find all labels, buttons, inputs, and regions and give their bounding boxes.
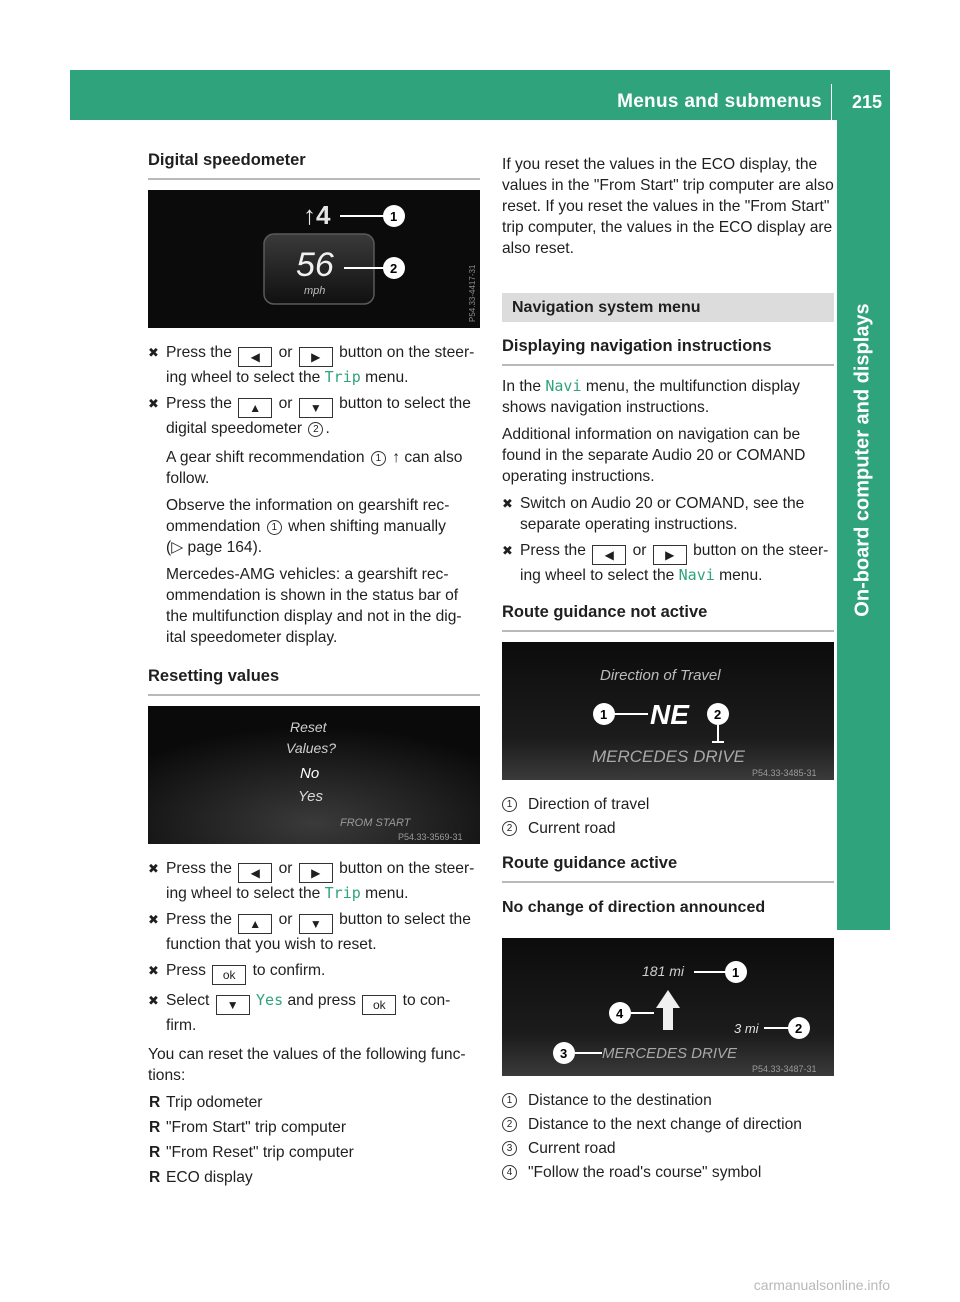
next-change-distance: 3 mi (734, 1021, 759, 1036)
header-title: Menus and submenus (617, 91, 822, 112)
figure-code: P54.33-3569-31 (398, 832, 463, 842)
triangle-right-icon: ▶ (653, 545, 687, 565)
triangle-left-icon: ◀ (238, 347, 272, 367)
triangle-right-icon: ▶ (299, 863, 333, 883)
menu-trip: Trip (324, 368, 361, 386)
section-heading-route-guidance-not-active: Route guidance not active (502, 602, 834, 632)
callout-2: 2 (795, 1021, 803, 1036)
gearshift-observe-note: Observe the information on gearshift rec-ommendation 1 when shifting manually (166, 497, 450, 535)
legend-route-active (502, 1090, 834, 1183)
list-item: R ECO display (149, 1169, 253, 1186)
x-bullet-icon: ✖ (502, 543, 513, 558)
triangle-left-icon: ◀ (592, 545, 626, 565)
x-bullet-icon: ✖ (148, 963, 159, 978)
step-select-function: ✖ Press the ▲ or ▼ button to select the function that you wish to reset. (148, 911, 471, 953)
list-item: R "From Reset" trip computer (149, 1144, 354, 1161)
legend-item: 4 "Follow the road's course" symbol (502, 1162, 834, 1183)
right-column (502, 154, 834, 1195)
section-heading-navigation-instructions: Displaying navigation instructions (502, 336, 834, 366)
triangle-up-icon: ▲ (238, 914, 272, 934)
triangle-up-icon: ▲ (238, 398, 272, 418)
header-separator (831, 84, 832, 120)
watermark: carmanualsonline.info (753, 1277, 890, 1293)
callout-2: 2 (390, 261, 398, 276)
speedometer-steps (148, 342, 480, 439)
reset-functions-intro: You can reset the values of the following func-tions: (148, 1046, 466, 1084)
list-item: R "From Start" trip computer (149, 1119, 347, 1136)
reset-option-yes: Yes (298, 788, 324, 805)
x-bullet-icon: ✖ (148, 396, 159, 411)
direction-title: Direction of Travel (600, 667, 721, 684)
step-switch-on: ✖ Switch on Audio 20 or COMAND, see the separate operating instructions. (502, 495, 805, 533)
chapter-tab (837, 120, 890, 930)
menu-navi: Navi (545, 377, 582, 395)
reset-option-no: No (300, 765, 320, 782)
step-select-trip: ✖ Press the ◀ or ▶ button on the steer-ing wheel to select the Trip menu. (148, 344, 475, 386)
shift-indicator: ↑4 (303, 200, 331, 230)
navigation-steps (502, 493, 834, 586)
road-name: MERCEDES DRIVE (592, 747, 746, 766)
speed-unit: mph (304, 285, 326, 297)
ok-key-icon: ok (362, 995, 396, 1015)
ok-key-icon: ok (212, 965, 246, 985)
triangle-right-icon: ▶ (299, 347, 333, 367)
legend-item: 2 Current road (502, 818, 834, 839)
legend-item: 2 Distance to the next change of direction (502, 1114, 834, 1135)
figure-code: P54.33-3487-31 (752, 1064, 817, 1074)
page-header-bar (70, 70, 890, 120)
eco-reset-note: If you reset the values in the ECO display, the values in the "From Start" trip computer are also reset. If you reset the values in the "From Start" trip computer, the values in the ECO display are also reset. (502, 156, 834, 257)
r-bullet-icon: R (149, 1144, 161, 1161)
r-bullet-icon: R (149, 1169, 161, 1186)
x-bullet-icon: ✖ (502, 496, 513, 511)
x-bullet-icon: ✖ (148, 345, 159, 360)
callout-1: 1 (390, 209, 398, 224)
page-number: 215 (851, 92, 882, 112)
step-select-navi: ✖ Press the ◀ or ▶ button on the steer-ing wheel to select the Navi menu. (502, 542, 829, 584)
callout-4: 4 (616, 1006, 624, 1021)
navi-menu-note: In the Navi menu, the multifunction display shows navigation instructions. (502, 377, 800, 416)
menu-trip: Trip (324, 884, 361, 902)
step-select-speedometer: ✖ Press the ▲ or ▼ button to select the digital speedometer 2 . (148, 395, 471, 437)
destination-distance: 181 mi (642, 963, 685, 979)
list-item: R Trip odometer (149, 1094, 263, 1111)
menu-navi: Navi (678, 566, 715, 584)
triangle-down-icon: ▼ (299, 914, 333, 934)
figure-reset-values (148, 706, 480, 844)
figure-code: P54.33-3485-31 (752, 768, 817, 778)
step-select-trip: ✖ Press the ◀ or ▶ button on the steer-ing wheel to select the Trip menu. (148, 860, 475, 902)
callout-ref: 1 (267, 520, 282, 535)
amg-note: Mercedes-AMG vehicles: a gearshift rec-ommendation is shown in the status bar of the multifunction display and not in the dig-ital speedometer display. (166, 566, 462, 646)
legend-item: 3 Current road (502, 1138, 834, 1159)
section-heading-digital-speedometer: Digital speedometer (148, 150, 480, 180)
x-bullet-icon: ✖ (148, 993, 159, 1008)
legend-route-not-active (502, 794, 834, 839)
page-ref-triangle-icon: ▷ (171, 539, 184, 556)
triangle-down-icon: ▼ (216, 995, 250, 1015)
arrow-up-icon: ↑ (392, 449, 400, 466)
legend-item: 1 Distance to the destination (502, 1090, 834, 1111)
triangle-left-icon: ◀ (238, 863, 272, 883)
gear-recommendation-note: A gear shift recommendation 1 ↑ can also follow. (166, 449, 463, 487)
callout-3: 3 (560, 1046, 568, 1061)
reset-footer: FROM START (340, 817, 411, 829)
figure-code: P54.33-4417-31 (468, 264, 477, 322)
r-bullet-icon: R (149, 1119, 161, 1136)
direction-value: NE (650, 699, 689, 730)
figure-digital-speedometer (148, 190, 480, 328)
menu-yes: Yes (256, 991, 284, 1009)
callout-ref: 2 (308, 422, 323, 437)
triangle-down-icon: ▼ (299, 398, 333, 418)
x-bullet-icon: ✖ (148, 912, 159, 927)
r-bullet-icon: R (149, 1094, 161, 1111)
callout-1: 1 (732, 965, 740, 980)
step-select-yes: ✖ Select ▼ Yes and press ok to con-firm. (148, 991, 451, 1034)
additional-info-note: Additional information on navigation can be found in the separate Audio 20 or COMAND operating instructions. (502, 426, 806, 485)
speed-readout: 56 (296, 246, 334, 284)
callout-ref: 1 (371, 451, 386, 466)
reset-line-1: Reset (290, 719, 327, 735)
callout-1: 1 (600, 707, 608, 722)
left-column (148, 150, 480, 1196)
chapter-title: On-board computer and displays (851, 303, 874, 617)
subheading-no-change: No change of direction announced (502, 899, 766, 916)
page-reference[interactable]: (▷ page 164). (166, 539, 263, 556)
figure-route-not-active (502, 642, 834, 780)
figure-route-active (502, 938, 834, 1076)
road-name: MERCEDES DRIVE (602, 1045, 738, 1062)
callout-2: 2 (714, 707, 722, 722)
section-banner-navigation: Navigation system menu (502, 293, 834, 322)
section-heading-route-guidance-active: Route guidance active (502, 853, 834, 883)
step-confirm: ✖ Press ok to confirm. (148, 960, 480, 985)
legend-item: 1 Direction of travel (502, 794, 834, 815)
reset-steps (148, 858, 480, 1036)
reset-line-2: Values? (286, 740, 337, 756)
section-heading-resetting-values: Resetting values (148, 666, 480, 696)
reset-functions-list (148, 1092, 480, 1188)
x-bullet-icon: ✖ (148, 861, 159, 876)
